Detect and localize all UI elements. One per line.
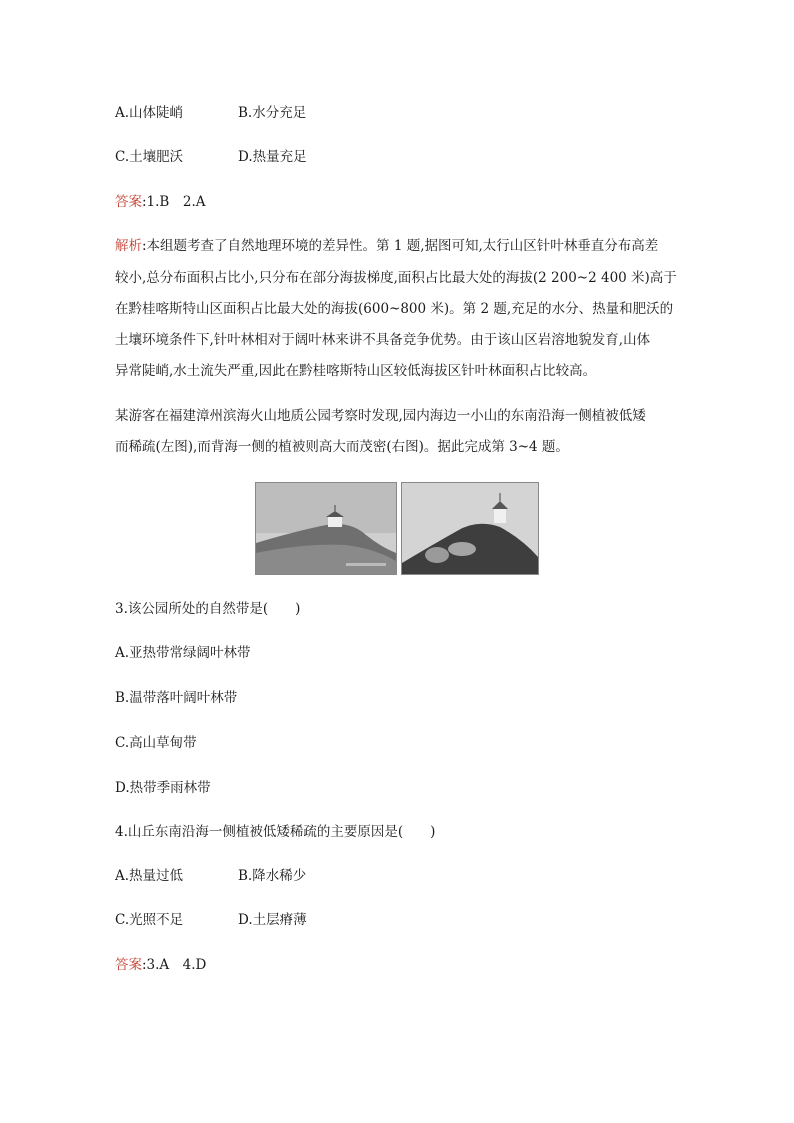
intro-line-2: 而稀疏(左图),而背海一侧的植被则高大而茂密(右图)。据此完成第 3~4 题。 bbox=[115, 439, 569, 455]
analysis-line-5: 异常陡峭,水土流失严重,因此在黔桂喀斯特山区较低海拔区针叶林面积占比较高。 bbox=[115, 363, 597, 379]
option-b-sufficient-water: B.水分充足 bbox=[238, 105, 307, 121]
analysis-label: 解析 bbox=[115, 238, 142, 254]
analysis-line-3: 在黔桂喀斯特山区面积占比最大处的海拔(600~800 米)。第 2 题,充足的水分、热量和肥沃的 bbox=[115, 301, 674, 317]
analysis-line-4: 土壤环境条件下,针叶林相对于阔叶林来讲不具备竞争优势。由于该山区岩溶地貌发育,山体 bbox=[115, 332, 651, 348]
q3-option-d: D.热带季雨林带 bbox=[115, 780, 211, 796]
answer-3-4 bbox=[115, 956, 206, 974]
q4-option-d: D.土层瘠薄 bbox=[238, 912, 307, 928]
q4-option-a: A.热量过低 bbox=[115, 868, 184, 884]
q4-option-c: C.光照不足 bbox=[115, 912, 184, 928]
answer-label: 答案 bbox=[115, 194, 142, 210]
option-c-fertile-soil: C.土壤肥沃 bbox=[115, 149, 184, 165]
right-photo-dense-vegetation bbox=[401, 482, 539, 575]
analysis-line-2: 较小,总分布面积占比小,只分布在部分海拔梯度,面积占比最大处的海拔(2 200~2 400 米)高于 bbox=[115, 270, 677, 286]
analysis-line-1 bbox=[115, 237, 658, 255]
q3-option-c: C.高山草甸带 bbox=[115, 735, 197, 751]
q3-option-a: A.亚热带常绿阔叶林带 bbox=[115, 645, 251, 661]
option-a-steep-mountain: A.山体陡峭 bbox=[115, 105, 184, 121]
question-3-stem: 3.该公园所处的自然带是( ) bbox=[115, 601, 301, 617]
q3-option-b: B.温带落叶阔叶林带 bbox=[115, 690, 238, 706]
intro-line-1: 某游客在福建漳州滨海火山地质公园考察时发现,园内海边一小山的东南沿海一侧植被低矮 bbox=[115, 408, 646, 424]
answer-text: :1.B 2.A bbox=[142, 194, 206, 210]
option-d-sufficient-heat: D.热量充足 bbox=[238, 149, 307, 165]
left-photo-sparse-vegetation bbox=[255, 482, 397, 575]
answer-label-2: 答案 bbox=[115, 957, 142, 973]
answer-text-2: :3.A 4.D bbox=[142, 957, 207, 973]
analysis-text-1: :本组题考查了自然地理环境的差异性。第 1 题,据图可知,太行山区针叶林垂直分布高差 bbox=[142, 238, 659, 254]
q4-option-b: B.降水稀少 bbox=[238, 868, 307, 884]
answer-1-2 bbox=[115, 193, 205, 211]
question-4-stem: 4.山丘东南沿海一侧植被低矮稀疏的主要原因是( ) bbox=[115, 824, 436, 840]
